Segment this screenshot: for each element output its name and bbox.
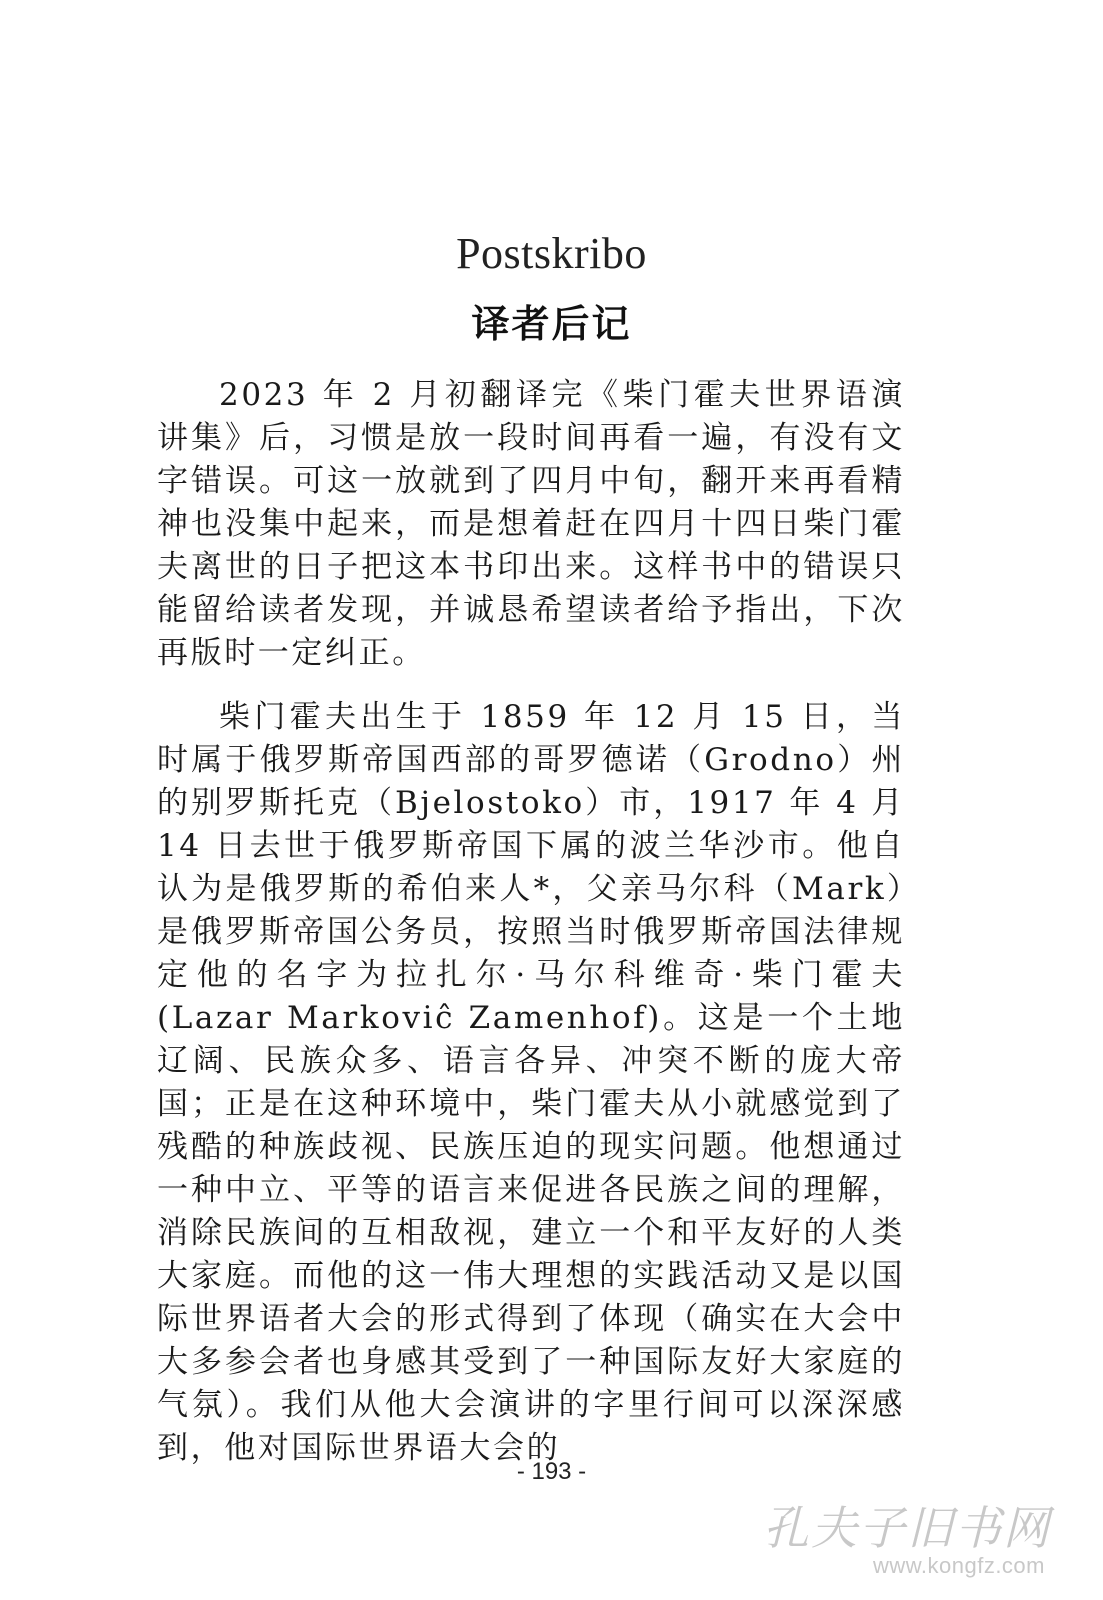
page-title-chinese: 译者后记 [471, 302, 632, 346]
watermark-logo-text: 孔夫子旧书网 [763, 1501, 1051, 1555]
paragraph: 柴门霍夫出生于 1859 年 12 月 15 日，当时属于俄罗斯帝国西部的哥罗德诺（Grodno）州的别罗斯托克（Bjelostoko）市，1917 年 4 月 14 日去世于俄罗斯帝国下属的波兰华沙市。他自认为是俄罗斯的希伯来人*，父亲马尔科（Mark）是俄罗斯帝国公务员，按照当时俄罗斯帝国法律规定他的名字为拉扎尔·马尔科维奇·柴门霍夫 (Lazar Markoviĉ Zamenhof)。这是一个土地辽阔、民族众多、语言各异、冲突不断的庞大帝国；正是在这种环境中，柴门霍夫从小就感觉到了残酷的种族歧视、民族压迫的现实问题。他想通过一种中立、平等的语言来促进各民族之间的理解，消除民族间的互相敌视，建立一个和平友好的人类大家庭。而他的这一伟大理想的实践活动又是以国际世界语者大会的形式得到了体现（确实在大会中大多参会者也身感其受到了一种国际友好大家庭的气氛）。我们从他大会演讲的字里行间可以深深感到，他对国际世界语大会的 [157, 699, 905, 1466]
paragraph-2-block [157, 696, 905, 1470]
paragraph: 2023 年 2 月初翻译完《柴门霍夫世界语演讲集》后，习惯是放一段时间再看一遍，有没有文字错误。可这一放就到了四月中旬，翻开来再看精神也没集中起来，而是想着赶在四月十四日柴门霍夫离世的日子把这本书印出来。这样书中的错误只能留给读者发现，并诚恳希望读者给予指出，下次再版时一定纠正。 [157, 377, 905, 671]
paragraph-1-block [157, 374, 905, 675]
watermark-url: www.kongfz.com [872, 1553, 1045, 1578]
page-title-latin: Postskribo [456, 229, 647, 278]
page-number: - 193 - [516, 1458, 587, 1485]
